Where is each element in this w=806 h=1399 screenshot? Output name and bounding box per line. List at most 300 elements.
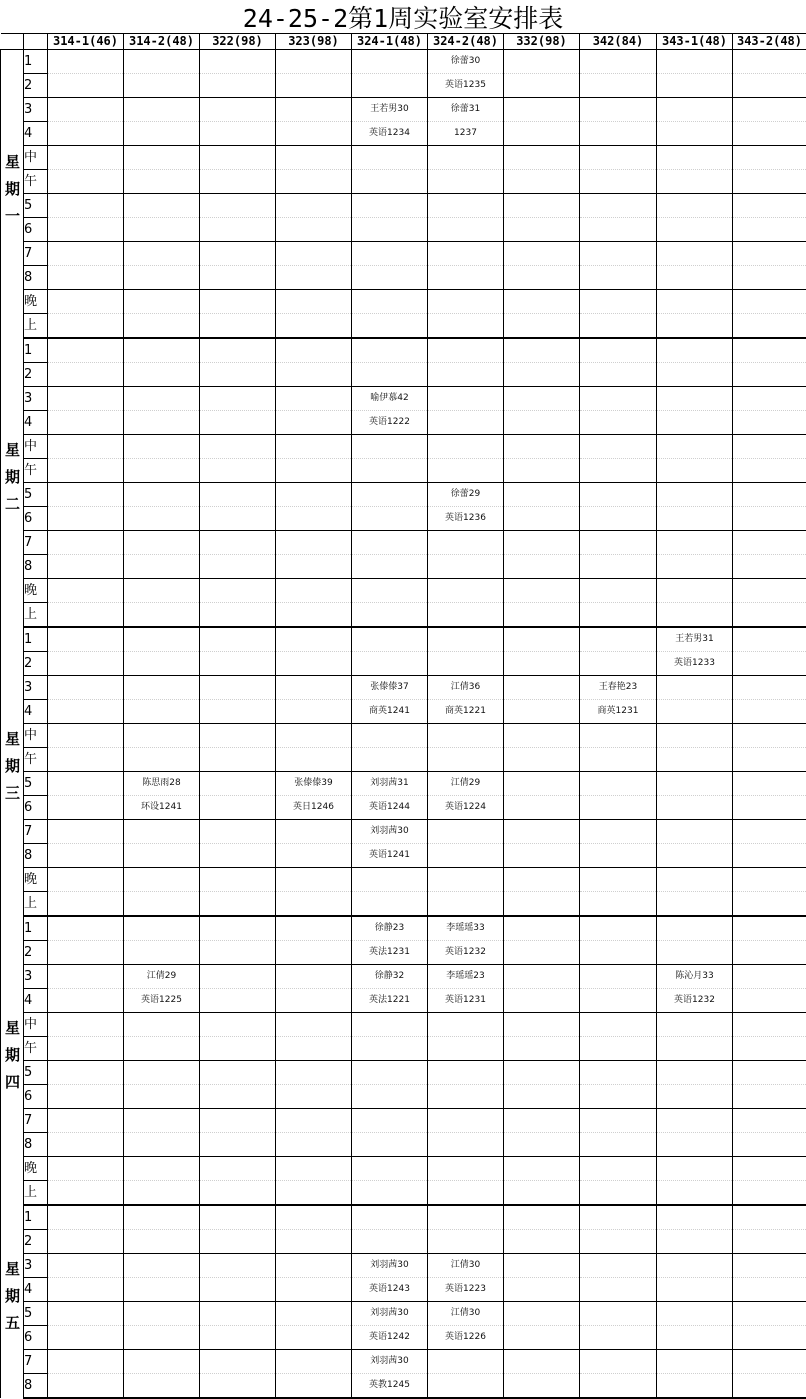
schedule-cell[interactable]: [352, 218, 428, 242]
schedule-cell[interactable]: [428, 555, 504, 579]
schedule-cell[interactable]: [276, 892, 352, 917]
schedule-cell[interactable]: [200, 989, 276, 1013]
schedule-cell[interactable]: [124, 338, 200, 363]
schedule-cell[interactable]: [124, 555, 200, 579]
schedule-cell[interactable]: [428, 1181, 504, 1206]
schedule-cell[interactable]: [48, 916, 124, 941]
schedule-cell[interactable]: [580, 1326, 657, 1350]
schedule-cell[interactable]: [657, 868, 733, 892]
schedule-cell[interactable]: [733, 338, 806, 363]
schedule-cell[interactable]: [200, 579, 276, 603]
schedule-cell[interactable]: [580, 483, 657, 507]
schedule-cell[interactable]: [580, 892, 657, 917]
schedule-cell[interactable]: [48, 218, 124, 242]
schedule-cell[interactable]: [124, 1230, 200, 1254]
schedule-cell[interactable]: [124, 1157, 200, 1181]
schedule-cell[interactable]: [504, 1037, 580, 1061]
schedule-cell[interactable]: [657, 1374, 733, 1399]
schedule-cell[interactable]: [48, 1013, 124, 1037]
schedule-cell[interactable]: [733, 218, 806, 242]
schedule-cell[interactable]: [352, 1230, 428, 1254]
schedule-cell[interactable]: [504, 387, 580, 411]
schedule-cell[interactable]: 李瑶瑶33: [428, 916, 504, 941]
schedule-cell[interactable]: [428, 314, 504, 339]
schedule-cell[interactable]: [276, 507, 352, 531]
schedule-cell[interactable]: [124, 676, 200, 700]
schedule-cell[interactable]: [428, 146, 504, 170]
schedule-cell[interactable]: [276, 363, 352, 387]
schedule-cell[interactable]: [504, 700, 580, 724]
schedule-cell[interactable]: [200, 1254, 276, 1278]
schedule-cell[interactable]: [124, 411, 200, 435]
schedule-cell[interactable]: [428, 748, 504, 772]
schedule-cell[interactable]: [48, 579, 124, 603]
schedule-cell[interactable]: [48, 724, 124, 748]
schedule-cell[interactable]: [733, 387, 806, 411]
schedule-cell[interactable]: [733, 700, 806, 724]
schedule-cell[interactable]: [276, 1350, 352, 1374]
schedule-cell[interactable]: [124, 1061, 200, 1085]
schedule-cell[interactable]: [276, 1013, 352, 1037]
schedule-cell[interactable]: [504, 748, 580, 772]
schedule-cell[interactable]: [657, 1350, 733, 1374]
schedule-cell[interactable]: [200, 98, 276, 122]
schedule-cell[interactable]: [200, 122, 276, 146]
schedule-cell[interactable]: [276, 579, 352, 603]
schedule-cell[interactable]: [276, 1157, 352, 1181]
schedule-cell[interactable]: [352, 531, 428, 555]
schedule-cell[interactable]: [352, 242, 428, 266]
schedule-cell[interactable]: [124, 1326, 200, 1350]
schedule-cell[interactable]: [504, 941, 580, 965]
schedule-cell[interactable]: [580, 266, 657, 290]
schedule-cell[interactable]: [580, 314, 657, 339]
schedule-cell[interactable]: [276, 1302, 352, 1326]
schedule-cell[interactable]: [124, 748, 200, 772]
schedule-cell[interactable]: [733, 1278, 806, 1302]
schedule-cell[interactable]: [733, 1374, 806, 1399]
schedule-cell[interactable]: [124, 820, 200, 844]
schedule-cell[interactable]: [48, 170, 124, 194]
schedule-cell[interactable]: 张傣傣39: [276, 772, 352, 796]
schedule-cell[interactable]: [657, 1157, 733, 1181]
schedule-cell[interactable]: [657, 531, 733, 555]
schedule-cell[interactable]: [276, 387, 352, 411]
schedule-cell[interactable]: [124, 603, 200, 628]
schedule-cell[interactable]: [580, 363, 657, 387]
schedule-cell[interactable]: [657, 507, 733, 531]
schedule-cell[interactable]: [200, 820, 276, 844]
schedule-cell[interactable]: [580, 1013, 657, 1037]
schedule-cell[interactable]: [124, 218, 200, 242]
schedule-cell[interactable]: 英语1224: [428, 796, 504, 820]
schedule-cell[interactable]: [504, 314, 580, 339]
schedule-cell[interactable]: 徐蕾30: [428, 50, 504, 74]
schedule-cell[interactable]: [580, 411, 657, 435]
schedule-cell[interactable]: [504, 1302, 580, 1326]
schedule-cell[interactable]: 英日1246: [276, 796, 352, 820]
schedule-cell[interactable]: [124, 941, 200, 965]
schedule-cell[interactable]: 商英1231: [580, 700, 657, 724]
schedule-cell[interactable]: [580, 1157, 657, 1181]
schedule-cell[interactable]: [276, 98, 352, 122]
schedule-cell[interactable]: [504, 1157, 580, 1181]
schedule-cell[interactable]: [48, 1085, 124, 1109]
schedule-cell[interactable]: [352, 603, 428, 628]
schedule-cell[interactable]: [428, 1157, 504, 1181]
schedule-cell[interactable]: [504, 218, 580, 242]
schedule-cell[interactable]: [276, 1230, 352, 1254]
schedule-cell[interactable]: [200, 50, 276, 74]
schedule-cell[interactable]: [200, 363, 276, 387]
schedule-cell[interactable]: [428, 724, 504, 748]
schedule-cell[interactable]: [657, 363, 733, 387]
schedule-cell[interactable]: [504, 989, 580, 1013]
schedule-cell[interactable]: [428, 1350, 504, 1374]
schedule-cell[interactable]: [657, 435, 733, 459]
schedule-cell[interactable]: [276, 868, 352, 892]
schedule-cell[interactable]: [200, 459, 276, 483]
schedule-cell[interactable]: [733, 459, 806, 483]
schedule-cell[interactable]: [580, 1085, 657, 1109]
schedule-cell[interactable]: 刘羽茜30: [352, 1254, 428, 1278]
schedule-cell[interactable]: [276, 989, 352, 1013]
schedule-cell[interactable]: [276, 676, 352, 700]
schedule-cell[interactable]: [428, 411, 504, 435]
schedule-cell[interactable]: [124, 1254, 200, 1278]
schedule-cell[interactable]: [733, 435, 806, 459]
schedule-cell[interactable]: [352, 555, 428, 579]
schedule-cell[interactable]: [733, 1350, 806, 1374]
schedule-cell[interactable]: [48, 989, 124, 1013]
schedule-cell[interactable]: [276, 844, 352, 868]
schedule-cell[interactable]: 英语1236: [428, 507, 504, 531]
schedule-cell[interactable]: [200, 266, 276, 290]
schedule-cell[interactable]: [580, 989, 657, 1013]
schedule-cell[interactable]: [276, 1374, 352, 1399]
schedule-cell[interactable]: 陈思雨28: [124, 772, 200, 796]
schedule-cell[interactable]: [276, 941, 352, 965]
schedule-cell[interactable]: [352, 435, 428, 459]
schedule-cell[interactable]: [657, 1061, 733, 1085]
schedule-cell[interactable]: [48, 941, 124, 965]
schedule-cell[interactable]: [733, 916, 806, 941]
schedule-cell[interactable]: [428, 1037, 504, 1061]
schedule-cell[interactable]: [200, 411, 276, 435]
schedule-cell[interactable]: [580, 1109, 657, 1133]
schedule-cell[interactable]: [352, 1061, 428, 1085]
schedule-cell[interactable]: [657, 1230, 733, 1254]
schedule-cell[interactable]: [276, 965, 352, 989]
schedule-cell[interactable]: [276, 1061, 352, 1085]
schedule-cell[interactable]: [48, 1181, 124, 1206]
schedule-cell[interactable]: [124, 483, 200, 507]
schedule-cell[interactable]: [733, 1085, 806, 1109]
schedule-cell[interactable]: [352, 1133, 428, 1157]
schedule-cell[interactable]: 英语1222: [352, 411, 428, 435]
schedule-cell[interactable]: [657, 820, 733, 844]
schedule-cell[interactable]: [504, 579, 580, 603]
schedule-cell[interactable]: [200, 338, 276, 363]
schedule-cell[interactable]: [733, 411, 806, 435]
schedule-cell[interactable]: [276, 218, 352, 242]
schedule-cell[interactable]: [733, 1254, 806, 1278]
schedule-cell[interactable]: [657, 676, 733, 700]
schedule-cell[interactable]: [200, 146, 276, 170]
schedule-cell[interactable]: [124, 892, 200, 917]
schedule-cell[interactable]: [733, 290, 806, 314]
schedule-cell[interactable]: [124, 1302, 200, 1326]
schedule-cell[interactable]: [428, 170, 504, 194]
schedule-cell[interactable]: [200, 1205, 276, 1230]
schedule-cell[interactable]: [733, 194, 806, 218]
schedule-cell[interactable]: [276, 122, 352, 146]
schedule-cell[interactable]: [48, 1109, 124, 1133]
schedule-cell[interactable]: [657, 218, 733, 242]
schedule-cell[interactable]: [200, 892, 276, 917]
schedule-cell[interactable]: [657, 338, 733, 363]
schedule-cell[interactable]: [276, 483, 352, 507]
schedule-cell[interactable]: [504, 868, 580, 892]
schedule-cell[interactable]: [580, 98, 657, 122]
schedule-cell[interactable]: [733, 989, 806, 1013]
schedule-cell[interactable]: [200, 1350, 276, 1374]
schedule-cell[interactable]: 刘羽茜30: [352, 1302, 428, 1326]
schedule-cell[interactable]: [200, 748, 276, 772]
schedule-cell[interactable]: [48, 772, 124, 796]
schedule-cell[interactable]: [657, 483, 733, 507]
schedule-cell[interactable]: [352, 1205, 428, 1230]
schedule-cell[interactable]: [657, 194, 733, 218]
schedule-cell[interactable]: [276, 1037, 352, 1061]
schedule-cell[interactable]: [124, 700, 200, 724]
schedule-cell[interactable]: [200, 772, 276, 796]
schedule-cell[interactable]: 刘羽茜30: [352, 820, 428, 844]
schedule-cell[interactable]: [276, 1085, 352, 1109]
schedule-cell[interactable]: [580, 50, 657, 74]
schedule-cell[interactable]: [504, 74, 580, 98]
schedule-cell[interactable]: [124, 652, 200, 676]
schedule-cell[interactable]: [48, 1061, 124, 1085]
schedule-cell[interactable]: 英语1233: [657, 652, 733, 676]
schedule-cell[interactable]: 刘羽茜30: [352, 1350, 428, 1374]
schedule-cell[interactable]: [428, 1085, 504, 1109]
schedule-cell[interactable]: [580, 1350, 657, 1374]
schedule-cell[interactable]: [428, 1061, 504, 1085]
schedule-cell[interactable]: [504, 1374, 580, 1399]
schedule-cell[interactable]: [48, 338, 124, 363]
schedule-cell[interactable]: [428, 1230, 504, 1254]
schedule-cell[interactable]: 徐静32: [352, 965, 428, 989]
schedule-cell[interactable]: [48, 74, 124, 98]
schedule-cell[interactable]: [504, 290, 580, 314]
schedule-cell[interactable]: [352, 1157, 428, 1181]
schedule-cell[interactable]: [504, 1205, 580, 1230]
schedule-cell[interactable]: [733, 363, 806, 387]
schedule-cell[interactable]: [124, 1278, 200, 1302]
schedule-cell[interactable]: [733, 603, 806, 628]
schedule-cell[interactable]: [200, 242, 276, 266]
schedule-cell[interactable]: [48, 892, 124, 917]
schedule-cell[interactable]: 商英1221: [428, 700, 504, 724]
schedule-cell[interactable]: [733, 266, 806, 290]
schedule-cell[interactable]: [504, 772, 580, 796]
schedule-cell[interactable]: [733, 820, 806, 844]
schedule-cell[interactable]: [276, 724, 352, 748]
schedule-cell[interactable]: [733, 50, 806, 74]
schedule-cell[interactable]: [352, 74, 428, 98]
schedule-cell[interactable]: [580, 820, 657, 844]
schedule-cell[interactable]: [580, 242, 657, 266]
schedule-cell[interactable]: [200, 603, 276, 628]
schedule-cell[interactable]: [733, 314, 806, 339]
schedule-cell[interactable]: [657, 941, 733, 965]
schedule-cell[interactable]: [48, 1205, 124, 1230]
schedule-cell[interactable]: [124, 50, 200, 74]
schedule-cell[interactable]: [657, 146, 733, 170]
schedule-cell[interactable]: [733, 1205, 806, 1230]
schedule-cell[interactable]: [657, 772, 733, 796]
schedule-cell[interactable]: [657, 266, 733, 290]
schedule-cell[interactable]: [200, 965, 276, 989]
schedule-cell[interactable]: [48, 1230, 124, 1254]
schedule-cell[interactable]: [657, 748, 733, 772]
schedule-cell[interactable]: [428, 1374, 504, 1399]
schedule-cell[interactable]: 徐蕾31: [428, 98, 504, 122]
schedule-cell[interactable]: [124, 194, 200, 218]
schedule-cell[interactable]: [733, 98, 806, 122]
schedule-cell[interactable]: [200, 483, 276, 507]
schedule-cell[interactable]: [504, 98, 580, 122]
schedule-cell[interactable]: [124, 122, 200, 146]
schedule-cell[interactable]: [657, 555, 733, 579]
schedule-cell[interactable]: [580, 868, 657, 892]
schedule-cell[interactable]: 江倩29: [124, 965, 200, 989]
schedule-cell[interactable]: [428, 290, 504, 314]
schedule-cell[interactable]: [657, 844, 733, 868]
schedule-cell[interactable]: [124, 98, 200, 122]
schedule-cell[interactable]: [504, 483, 580, 507]
schedule-cell[interactable]: 刘羽茜31: [352, 772, 428, 796]
schedule-cell[interactable]: [200, 218, 276, 242]
schedule-cell[interactable]: [200, 652, 276, 676]
schedule-cell[interactable]: 英语1232: [657, 989, 733, 1013]
schedule-cell[interactable]: [200, 314, 276, 339]
schedule-cell[interactable]: [580, 652, 657, 676]
schedule-cell[interactable]: 商英1241: [352, 700, 428, 724]
schedule-cell[interactable]: 英语1243: [352, 1278, 428, 1302]
schedule-cell[interactable]: [200, 290, 276, 314]
schedule-cell[interactable]: [657, 314, 733, 339]
schedule-cell[interactable]: [580, 1061, 657, 1085]
schedule-cell[interactable]: [504, 916, 580, 941]
schedule-cell[interactable]: [428, 435, 504, 459]
schedule-cell[interactable]: [428, 363, 504, 387]
schedule-cell[interactable]: [580, 1254, 657, 1278]
schedule-cell[interactable]: [48, 146, 124, 170]
schedule-cell[interactable]: [428, 338, 504, 363]
schedule-cell[interactable]: [428, 1109, 504, 1133]
schedule-cell[interactable]: [352, 652, 428, 676]
schedule-cell[interactable]: [48, 652, 124, 676]
schedule-cell[interactable]: [504, 266, 580, 290]
schedule-cell[interactable]: [276, 459, 352, 483]
schedule-cell[interactable]: [504, 1061, 580, 1085]
schedule-cell[interactable]: [48, 242, 124, 266]
schedule-cell[interactable]: [580, 1133, 657, 1157]
schedule-cell[interactable]: [733, 941, 806, 965]
schedule-cell[interactable]: [200, 676, 276, 700]
schedule-cell[interactable]: [504, 194, 580, 218]
schedule-cell[interactable]: [276, 555, 352, 579]
schedule-cell[interactable]: [124, 1133, 200, 1157]
schedule-cell[interactable]: [733, 1109, 806, 1133]
schedule-cell[interactable]: [352, 1085, 428, 1109]
schedule-cell[interactable]: [48, 1374, 124, 1399]
schedule-cell[interactable]: 江倩36: [428, 676, 504, 700]
schedule-cell[interactable]: [276, 820, 352, 844]
schedule-cell[interactable]: [48, 627, 124, 652]
schedule-cell[interactable]: [580, 338, 657, 363]
schedule-cell[interactable]: [657, 411, 733, 435]
schedule-cell[interactable]: 英语1231: [428, 989, 504, 1013]
schedule-cell[interactable]: [48, 1133, 124, 1157]
schedule-cell[interactable]: [200, 555, 276, 579]
schedule-cell[interactable]: [200, 1133, 276, 1157]
schedule-cell[interactable]: [733, 965, 806, 989]
schedule-cell[interactable]: [124, 435, 200, 459]
schedule-cell[interactable]: [657, 1109, 733, 1133]
schedule-cell[interactable]: [657, 603, 733, 628]
schedule-cell[interactable]: [276, 314, 352, 339]
schedule-cell[interactable]: [428, 579, 504, 603]
schedule-cell[interactable]: [428, 820, 504, 844]
schedule-cell[interactable]: [733, 146, 806, 170]
schedule-cell[interactable]: [428, 266, 504, 290]
schedule-cell[interactable]: 王若男30: [352, 98, 428, 122]
schedule-cell[interactable]: [276, 1326, 352, 1350]
schedule-cell[interactable]: [504, 676, 580, 700]
schedule-cell[interactable]: [733, 242, 806, 266]
schedule-cell[interactable]: [580, 579, 657, 603]
schedule-cell[interactable]: 英语1234: [352, 122, 428, 146]
schedule-cell[interactable]: 英语1235: [428, 74, 504, 98]
schedule-cell[interactable]: [733, 74, 806, 98]
schedule-cell[interactable]: [580, 796, 657, 820]
schedule-cell[interactable]: [428, 652, 504, 676]
schedule-cell[interactable]: [352, 459, 428, 483]
schedule-cell[interactable]: [580, 772, 657, 796]
schedule-cell[interactable]: [733, 676, 806, 700]
schedule-cell[interactable]: [124, 387, 200, 411]
schedule-cell[interactable]: 英语1223: [428, 1278, 504, 1302]
schedule-cell[interactable]: [504, 50, 580, 74]
schedule-cell[interactable]: [48, 555, 124, 579]
schedule-cell[interactable]: [276, 146, 352, 170]
schedule-cell[interactable]: [200, 1302, 276, 1326]
schedule-cell[interactable]: [657, 1013, 733, 1037]
schedule-cell[interactable]: [48, 122, 124, 146]
schedule-cell[interactable]: [48, 1350, 124, 1374]
schedule-cell[interactable]: [504, 1326, 580, 1350]
schedule-cell[interactable]: [504, 1085, 580, 1109]
schedule-cell[interactable]: [428, 531, 504, 555]
schedule-cell[interactable]: [504, 1254, 580, 1278]
schedule-cell[interactable]: [428, 844, 504, 868]
schedule-cell[interactable]: [352, 1109, 428, 1133]
schedule-cell[interactable]: [657, 892, 733, 917]
schedule-cell[interactable]: [504, 1350, 580, 1374]
